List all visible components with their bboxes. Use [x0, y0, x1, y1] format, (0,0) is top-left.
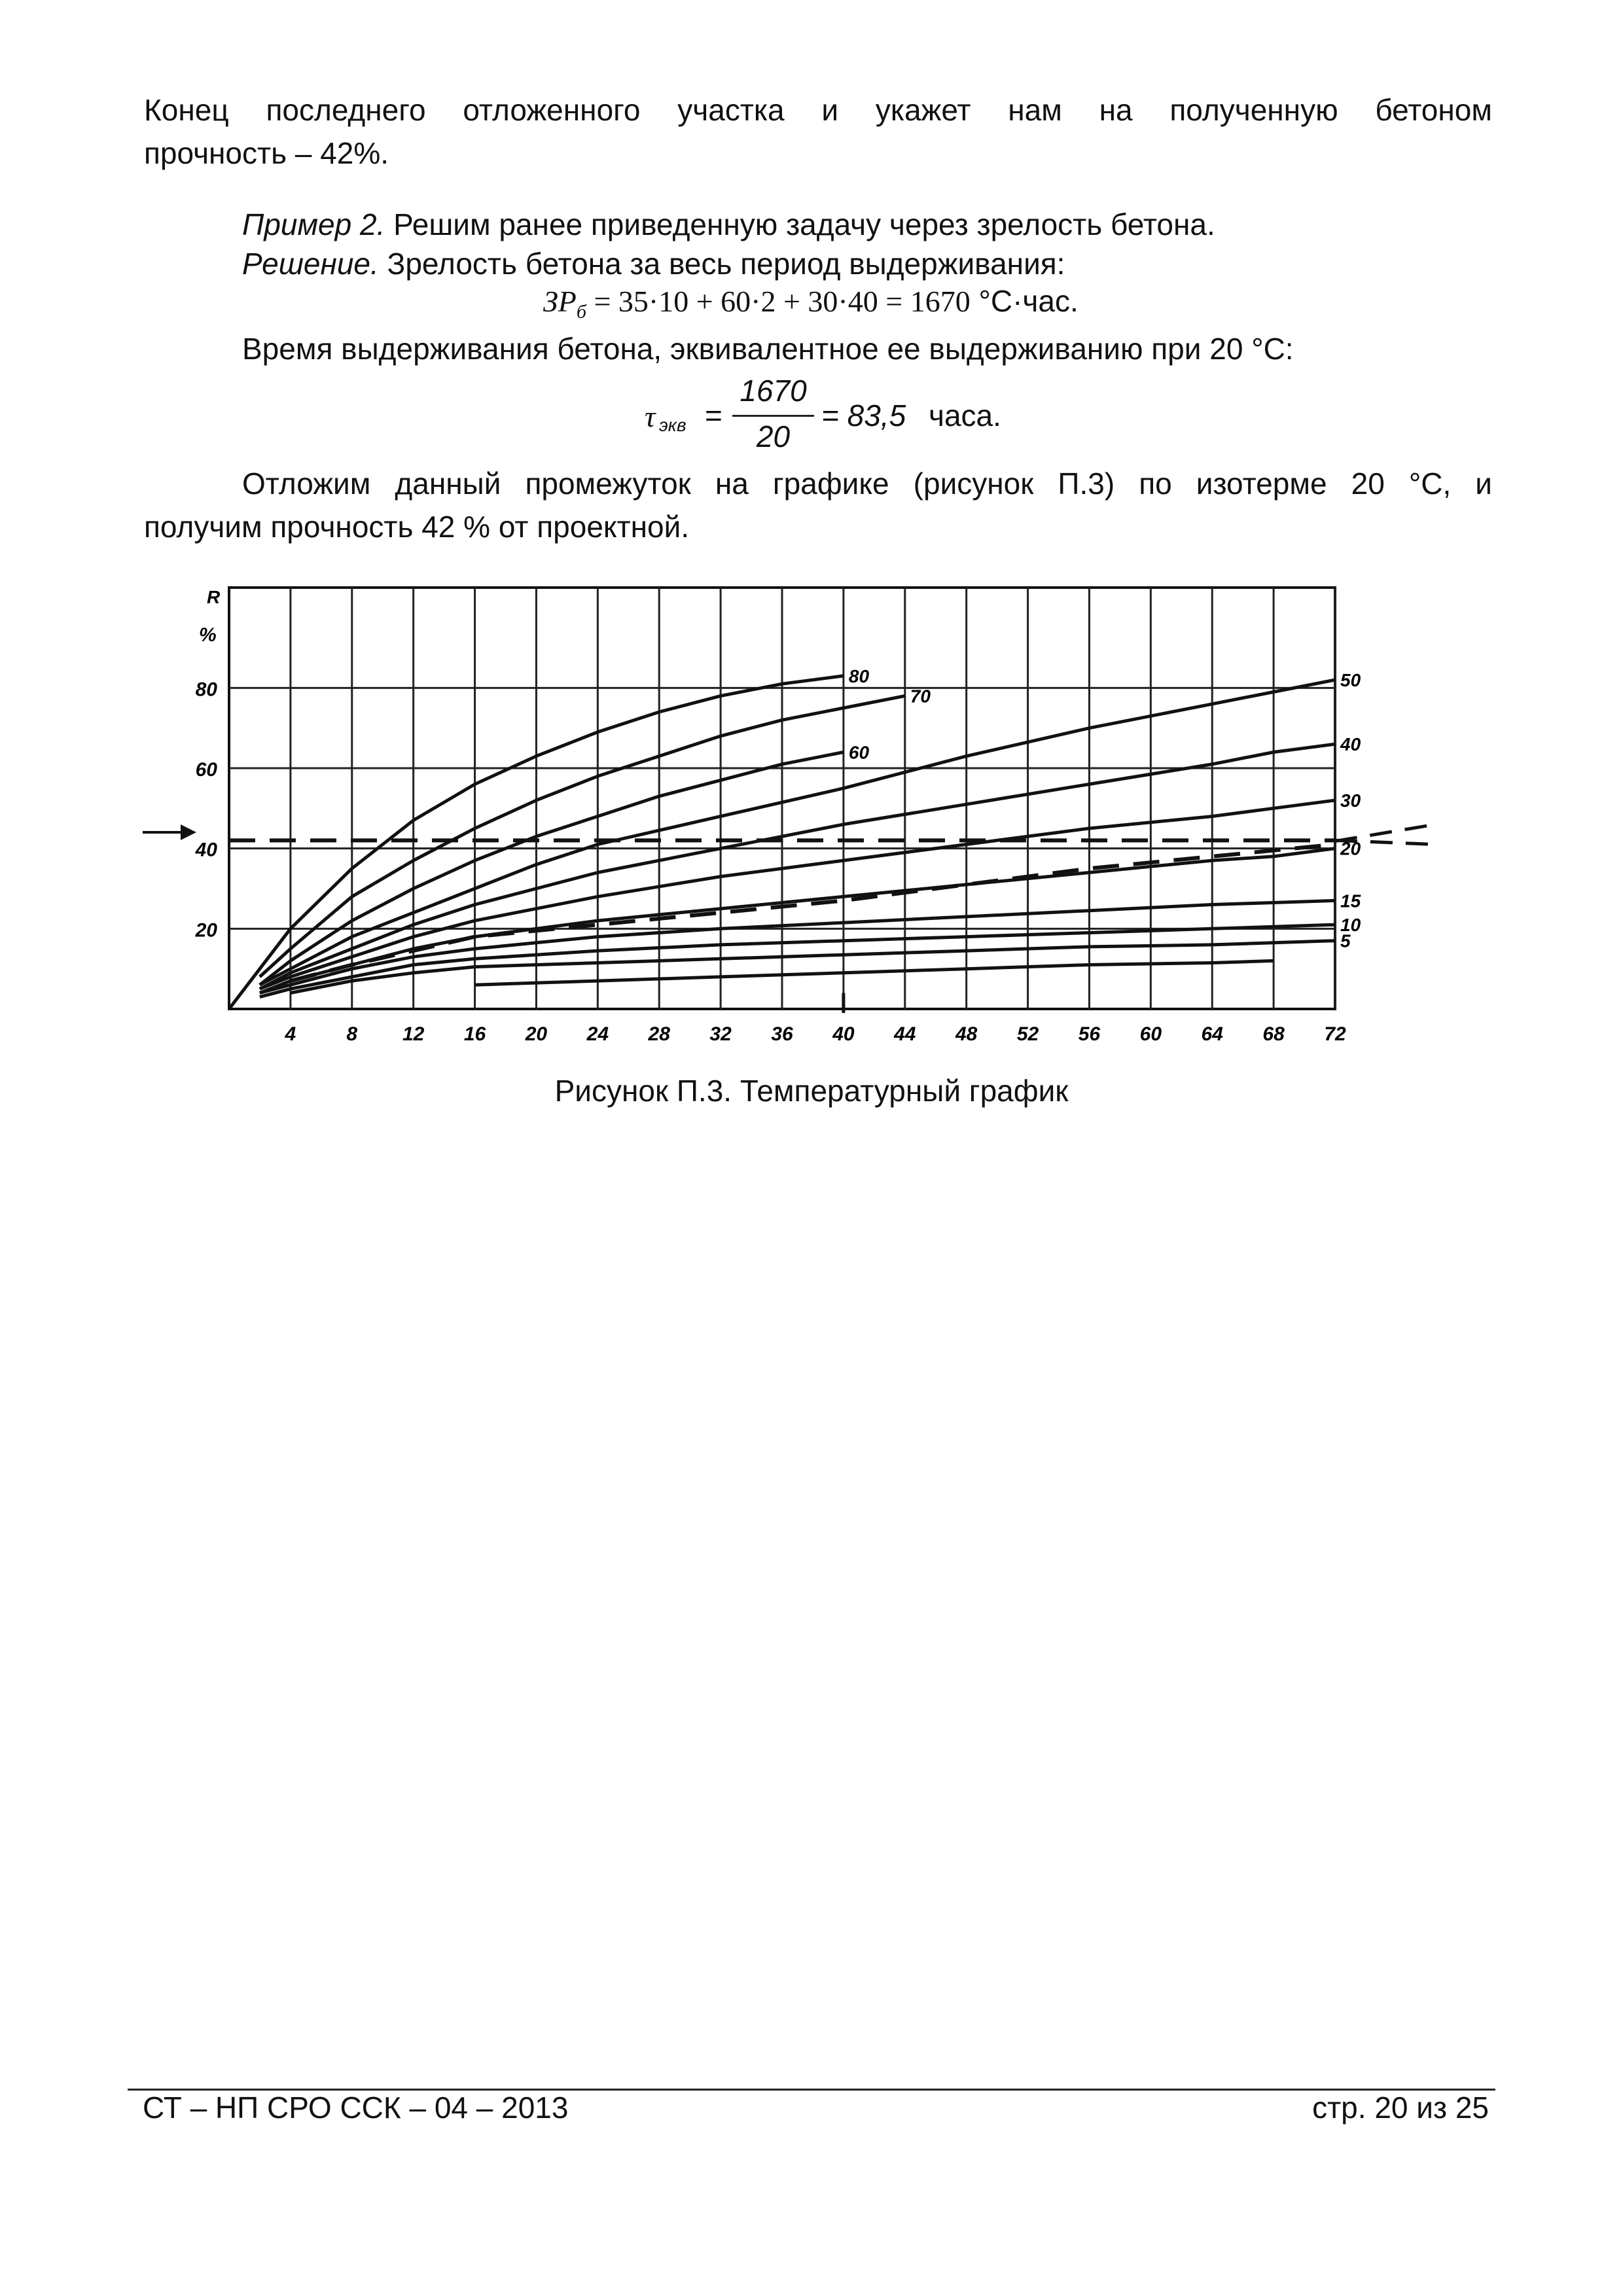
x-tick-label: 4 — [285, 1023, 296, 1045]
x-tick-label: 8 — [346, 1023, 358, 1045]
equivalent-time-formula — [645, 372, 1103, 457]
isotherm-label-20: 20 — [1340, 838, 1361, 859]
formula-rhs: = 35·10 + 60·2 + 30·40 = 1670 — [586, 285, 971, 318]
isotherm-label-15: 15 — [1340, 891, 1361, 911]
y-tick-label: 80 — [195, 679, 217, 701]
formula-unit: °С·час. — [970, 284, 1079, 318]
paragraph-1-line-2: прочность – 42%. — [144, 136, 389, 170]
temperature-chart — [0, 576, 1623, 1099]
isotherm-label-80: 80 — [848, 665, 870, 686]
isotherm-label-5: 5 — [1340, 930, 1351, 951]
fraction-denominator: 20 — [756, 419, 791, 453]
maturity-formula — [543, 281, 1079, 332]
isotherm-label-60: 60 — [848, 742, 870, 763]
formula-equals: = — [705, 398, 722, 433]
arrow-head — [181, 824, 196, 840]
y-tick-label: 40 — [195, 839, 217, 861]
example-text: Решим ранее приведенную задачу через зрелость бетона. — [385, 207, 1215, 241]
x-tick-label: 64 — [1201, 1023, 1223, 1045]
isotherm-line-30 — [260, 800, 1335, 989]
isotherm-label-10: 10 — [1340, 915, 1361, 936]
x-tick-label: 44 — [894, 1023, 916, 1045]
solution-label: Решение. — [242, 247, 379, 281]
figure-caption: Рисунок П.3. Температурный график — [554, 1074, 1069, 1108]
y-tick-label: 20 — [195, 919, 217, 942]
paragraph-equivalent-time: Время выдерживания бетона, эквивалентное ее выдерживанию при 20 °С: — [242, 332, 1294, 366]
x-tick-label: 36 — [771, 1023, 793, 1045]
example-paragraph — [144, 203, 1492, 246]
x-tick-label: 32 — [709, 1023, 732, 1045]
formula-result-unit: часа. — [929, 398, 1001, 433]
x-tick-label: 20 — [525, 1023, 548, 1045]
arrow-annotation — [143, 824, 196, 840]
x-tick-label: 28 — [648, 1023, 670, 1045]
isotherm-line-5 — [291, 941, 1335, 993]
solution-text: Зрелость бетона за весь период выдерживания: — [378, 247, 1065, 281]
isotherm-label-50: 50 — [1340, 670, 1361, 691]
fraction-numerator: 1670 — [740, 374, 807, 408]
formula-subscript: б — [576, 301, 586, 323]
x-tick-label: 16 — [463, 1023, 486, 1045]
x-tick-label: 52 — [1016, 1023, 1039, 1045]
x-tick-label: 72 — [1324, 1023, 1346, 1045]
footer-document-code: СТ – НП СРО ССК – 04 – 2013 — [143, 2091, 569, 2125]
isotherm-label-70: 70 — [910, 686, 931, 707]
paragraph-4-line-2: получим прочность 42 % от проектной. — [144, 510, 690, 544]
formula-lhs: ЗР — [543, 285, 577, 318]
x-tick-label: 68 — [1262, 1023, 1285, 1045]
fraction-bar — [732, 415, 814, 417]
footer-page-number: стр. 20 из 25 — [1312, 2091, 1489, 2125]
formula-tau-subscript: экв — [659, 415, 687, 435]
y-axis-label-percent: % — [199, 624, 217, 646]
y-tick-label: 60 — [195, 759, 217, 781]
x-tick-label: 60 — [1139, 1023, 1162, 1045]
x-tick-label: 24 — [586, 1023, 609, 1045]
solution-paragraph — [144, 242, 1492, 285]
formula-result: = 83,5 — [821, 398, 906, 433]
isotherm-label-30: 30 — [1340, 790, 1361, 811]
example-label: Пример 2. — [242, 207, 385, 241]
formula-tau: τ — [645, 400, 656, 433]
y-axis-label-r: R — [207, 587, 221, 607]
x-tick-label: 40 — [832, 1023, 855, 1045]
paragraph-4-line-1: Отложим данный промежуток на графике (рисунок П.3) по изотерме 20 °С, и — [242, 467, 1492, 501]
isotherm-label-40: 40 — [1340, 734, 1361, 755]
x-tick-label: 48 — [955, 1023, 978, 1045]
paragraph-1-line-1: Конец последнего отложенного участка и укажет нам на полученную бетоном — [144, 93, 1492, 127]
x-tick-label: 12 — [402, 1023, 425, 1045]
x-tick-label: 56 — [1078, 1023, 1101, 1045]
